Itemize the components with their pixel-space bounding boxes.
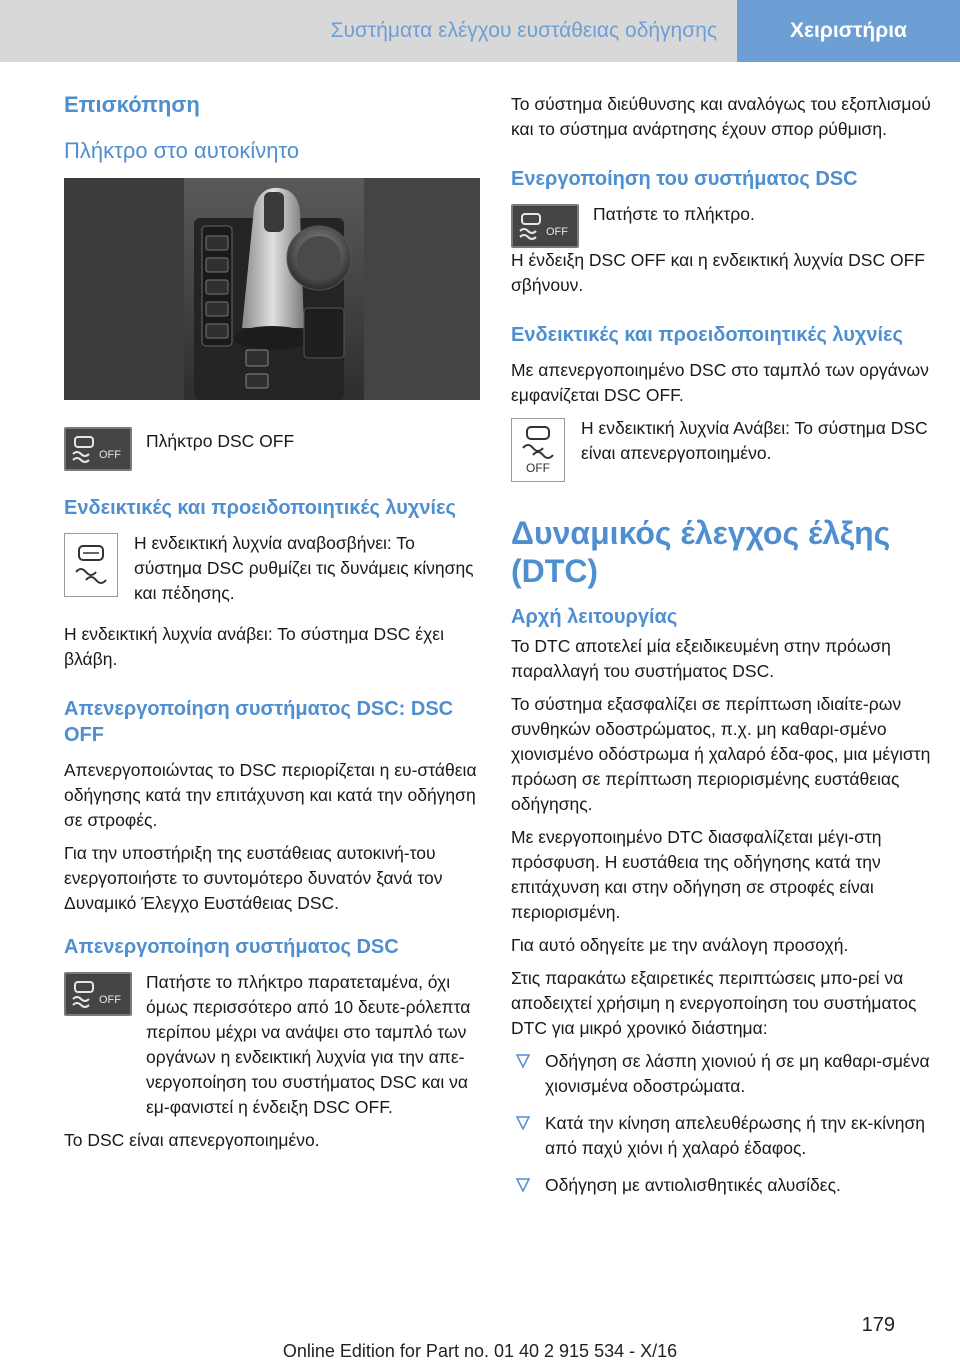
page-header: [0, 0, 960, 62]
dsc-off-caption: Πλήκτρο DSC OFF: [146, 431, 295, 451]
left-column: [64, 92, 482, 1161]
deactivate-sub-paragraph-1: Πατήστε το πλήκτρο παρατεταμένα, όχι όμως περισσότερο από 10 δευτε-ρόλεπτα περίπου μέχρι να ανάψει στο ταμπλό των οργάνων η ενδεικτική λυχνία για την απε-νεργοποίηση του συστήματος DSC και να εμ-φανιστεί η ένδειξη DSC OFF.: [146, 972, 471, 1117]
principle-paragraph-3: Με ενεργοποιημένο DTC διασφαλίζεται μέγι-στη πρόσφυση. Η ευστάθεια της οδήγησης κατά την επιτάχυνση και στην οδήγηση σε στροφές είναι περιορισμένη.: [511, 827, 882, 922]
list-item: [511, 1049, 941, 1099]
deactivate-sub-heading: Απενεργοποίηση συστήματος DSC: [64, 936, 399, 958]
indicator-lit-text: Η ενδεικτική λυχνία ανάβει: Το σύστημα DSC έχει βλάβη.: [64, 624, 444, 669]
deactivate-heading: Απενεργοποίηση συστήματος DSC: DSC OFF: [64, 698, 454, 746]
activate-paragraph-2: Η ένδειξη DSC OFF και η ενδεικτική λυχνία DSC OFF σβήνουν.: [511, 250, 925, 295]
dsc-off-button-icon-3: [511, 204, 579, 248]
button-heading: Πλήκτρο στο αυτοκίνητο: [64, 138, 300, 163]
deactivate-paragraph-1: Απενεργοποιώντας το DSC περιορίζεται η ευ-στάθεια οδήγησης κατά την επιτάχυνση και κατά την οδήγηση σε στροφές.: [64, 760, 477, 830]
overview-heading: Επισκόπηση: [64, 92, 200, 117]
lamp-off-label: OFF: [526, 461, 550, 475]
indicator-row: [64, 531, 482, 614]
section-tab[interactable]: Χειριστήρια: [737, 0, 960, 62]
right-indicators-paragraph-1: Με απενεργοποιημένο DSC στο ταμπλό των οργάνων εμφανίζεται DSC OFF.: [511, 360, 929, 405]
dsc-lamp-icon: [64, 533, 118, 597]
triangle-bullet-icon: [515, 1114, 531, 1132]
dsc-off-icon-label: OFF: [99, 449, 121, 461]
activate-heading: Ενεργοποίηση του συστήματος DSC: [511, 168, 858, 190]
principle-paragraph-5: Στις παρακάτω εξαιρετικές περιπτώσεις μπο-ρεί να αποδειχτεί χρήσιμη η ενεργοποίηση του συστήματος DTC για μικρό χρονικό διάστημα:: [511, 968, 917, 1038]
principle-paragraph-2: Το σύστημα εξασφαλίζει σε περίπτωση ιδιαίτε-ρων συνθηκών οδοστρώματος, π.χ. μη καθαρι-σμένο χιονισμένο οδόστρωμα ή χαλαρό έδα-φος, μια μέγιστη πρόωση σε περίπτωση περιορισμένης ευστάθειας οδήγησης.: [511, 694, 931, 814]
triangle-bullet-icon: [515, 1176, 531, 1194]
principle-heading: Αρχή λειτουργίας: [511, 606, 678, 628]
list-item: [511, 1111, 941, 1161]
dsc-off-lamp-icon: [511, 418, 565, 482]
deactivate-paragraph-2: Για την υποστήριξη της ευστάθειας αυτοκινή-του ενεργοποιήστε το συντομότερο δυνατόν ξανά τον Δυναμικό Έλεγχο Ευστάθειας DSC.: [64, 843, 443, 913]
list-item-text: Οδήγηση σε λάσπη χιονιού ή σε μη καθαρι-σμένα χιονισμένα οδοστρώματα.: [545, 1051, 930, 1096]
dsc-off-icon-label-3: OFF: [546, 226, 568, 238]
right-column: [511, 92, 941, 1210]
dsc-off-button-icon-2: [64, 972, 132, 1016]
center-console-photo: [64, 178, 480, 400]
principle-paragraph-1: Το DTC αποτελεί μία εξειδικευμένη στην πρόωση παραλλαγή του συστήματος DSC.: [511, 636, 891, 681]
deactivate-sub-paragraph-2: Το DSC είναι απενεργοποιημένο.: [64, 1130, 320, 1150]
indicators-heading: Ενδεικτικές και προειδοποιητικές λυχνίες: [64, 497, 456, 519]
deactivate-button-row: [64, 970, 482, 1128]
dsc-off-button-row: [64, 425, 482, 471]
activate-paragraph-1: Πατήστε το πλήκτρο.: [593, 204, 755, 224]
chapter-title: Συστήματα ελέγχου ευστάθειας οδήγησης: [0, 0, 737, 62]
list-item-text: Κατά την κίνηση απελευθέρωσης ή την εκ-κίνηση από παχύ χιόνι ή χαλαρό έδαφος.: [545, 1113, 925, 1158]
dsc-off-button-icon: [64, 427, 132, 471]
list-item-text: Οδήγηση με αντιολισθητικές αλυσίδες.: [545, 1175, 841, 1195]
page-footer: [0, 1312, 960, 1362]
dsc-off-icon-label-2: OFF: [99, 994, 121, 1006]
right-indicators-paragraph-2: Η ενδεικτική λυχνία Ανάβει: Το σύστημα DSC είναι απενεργοποιημένο.: [581, 418, 928, 463]
principle-paragraph-4: Για αυτό οδηγείτε με την ανάλογη προσοχή.: [511, 935, 849, 955]
page-number: 179: [861, 1314, 895, 1336]
intro-paragraph: Το σύστημα διεύθυνσης και αναλόγως του εξοπλισμού και το σύστημα ανάρτησης έχουν σπορ ρύθμιση.: [511, 94, 931, 139]
edition-note: Online Edition for Part no. 01 40 2 915 534 - X/16: [282, 1341, 678, 1361]
conditions-list: [511, 1049, 941, 1198]
dsc-off-lamp-row: [511, 416, 941, 482]
dtc-heading: Δυναμικός έλεγχος έλξης (DTC): [511, 515, 891, 589]
activate-button-row: [511, 202, 941, 248]
triangle-bullet-icon: [515, 1052, 531, 1070]
indicator-flashing-text: Η ενδεικτική λυχνία αναβοσβήνει: Το σύστημα DSC ρυθμίζει τις δυνάμεις κίνησης και πέδησης.: [134, 533, 474, 603]
right-indicators-heading: Ενδεικτικές και προειδοποιητικές λυχνίες: [511, 324, 903, 346]
list-item: [511, 1173, 941, 1198]
